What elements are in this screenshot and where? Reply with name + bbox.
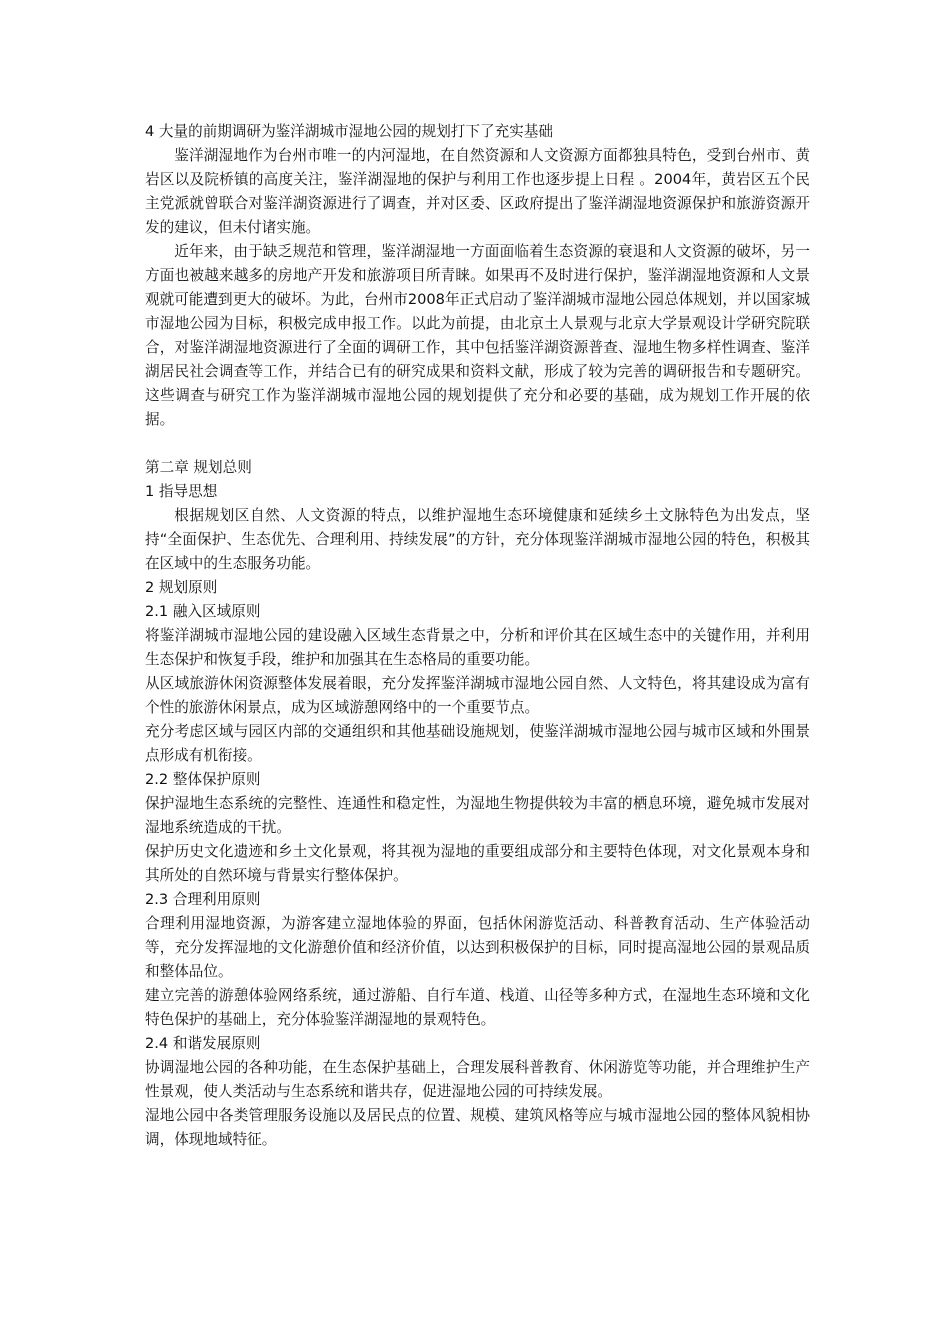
section-2-2-paragraph-2: 保护历史文化遗迹和乡土文化景观，将其视为湿地的重要组成部分和主要特色体现，对文化景观本身和其所处的自然环境与背景实行整体保护。 [145,843,810,884]
section-2-3-paragraph-2: 建立完善的游憩体验网络系统，通过游船、自行车道、栈道、山径等多种方式，在湿地生态环境和文化特色保护的基础上，充分体验鉴洋湖湿地的景观特色。 [145,987,810,1028]
section-2-1-paragraph-3: 充分考虑区域与园区内部的交通组织和其他基础设施规划，使鉴洋湖城市湿地公园与城市区域和外围景点形成有机衔接。 [145,723,810,764]
section-2-2-paragraph-1: 保护湿地生态系统的完整性、连通性和稳定性，为湿地生物提供较为丰富的栖息环境，避免城市发展对湿地系统造成的干扰。 [145,795,810,836]
section-1-paragraph: 根据规划区自然、人文资源的特点，以维护湿地生态环境健康和延续乡土文脉特色为出发点，坚持“全面保护、生态优先、合理利用、持续发展”的方针，充分体现鉴洋湖城市湿地公园的特色，积极其在区域中的生态服务功能。 [145,507,810,572]
section-4-paragraph-1: 鉴洋湖湿地作为台州市唯一的内河湿地，在自然资源和人文资源方面都独具特色，受到台州市、黄岩区以及院桥镇的高度关注，鉴洋湖湿地的保护与利用工作也逐步提上日程 。2004年，黄岩区五个民主党派就曾联合对鉴洋湖资源进行了调查，并对区委、区政府提出了鉴洋湖湿地资源保护和旅游资源开发的建议，但未付诸实施。 [145,147,810,236]
section-1-heading: 1 指导思想 [145,483,218,500]
section-2-4-paragraph-1: 协调湿地公园的各种功能，在生态保护基础上，合理发展科普教育、休闲游览等功能，并合理维护生产性景观，使人类活动与生态系统和谐共存，促进湿地公园的可持续发展。 [145,1059,810,1100]
section-2-1-heading: 2.1 融入区域原则 [145,603,261,620]
section-2-4-heading: 2.4 和谐发展原则 [145,1035,261,1052]
blank-line [145,432,810,456]
section-4-heading: 4 大量的前期调研为鉴洋湖城市湿地公园的规划打下了充实基础 [145,123,553,140]
section-2-3-heading: 2.3 合理利用原则 [145,891,261,908]
document-page [145,120,810,1152]
section-2-4-paragraph-2: 湿地公园中各类管理服务设施以及居民点的位置、规模、建筑风格等应与城市湿地公园的整体风貌相协调，体现地域特征。 [145,1107,810,1148]
section-2-1-paragraph-1: 将鉴洋湖城市湿地公园的建设融入区域生态背景之中，分析和评价其在区域生态中的关键作用，并利用生态保护和恢复手段，维护和加强其在生态格局的重要功能。 [145,627,810,668]
section-2-1-paragraph-2: 从区域旅游休闲资源整体发展着眼，充分发挥鉴洋湖城市湿地公园自然、人文特色，将其建设成为富有个性的旅游休闲景点，成为区域游憩网络中的一个重要节点。 [145,675,810,716]
section-2-3-paragraph-1: 合理利用湿地资源，为游客建立湿地体验的界面，包括休闲游览活动、科普教育活动、生产体验活动等，充分发挥湿地的文化游憩价值和经济价值，以达到积极保护的目标，同时提高湿地公园的景观品质和整体品位。 [145,915,810,980]
chapter-2-title: 第二章 规划总则 [145,459,252,476]
section-4-paragraph-2: 近年来，由于缺乏规范和管理，鉴洋湖湿地一方面面临着生态资源的衰退和人文资源的破坏，另一方面也被越来越多的房地产开发和旅游项目所青睐。如果再不及时进行保护，鉴洋湖湿地资源和人文景观就可能遭到更大的破坏。为此，台州市2008年正式启动了鉴洋湖城市湿地公园总体规划，并以国家城市湿地公园为目标，积极完成申报工作。以此为前提，由北京土人景观与北京大学景观设计学研究院联合，对鉴洋湖湿地资源进行了全面的调研工作，其中包括鉴洋湖资源普查、湿地生物多样性调查、鉴洋湖居民社会调查等工作，并结合已有的研究成果和资料文献，形成了较为完善的调研报告和专题研究。这些调查与研究工作为鉴洋湖城市湿地公园的规划提供了充分和必要的基础，成为规划工作开展的依据。 [145,243,810,428]
section-2-heading: 2 规划原则 [145,579,218,596]
section-2-2-heading: 2.2 整体保护原则 [145,771,261,788]
